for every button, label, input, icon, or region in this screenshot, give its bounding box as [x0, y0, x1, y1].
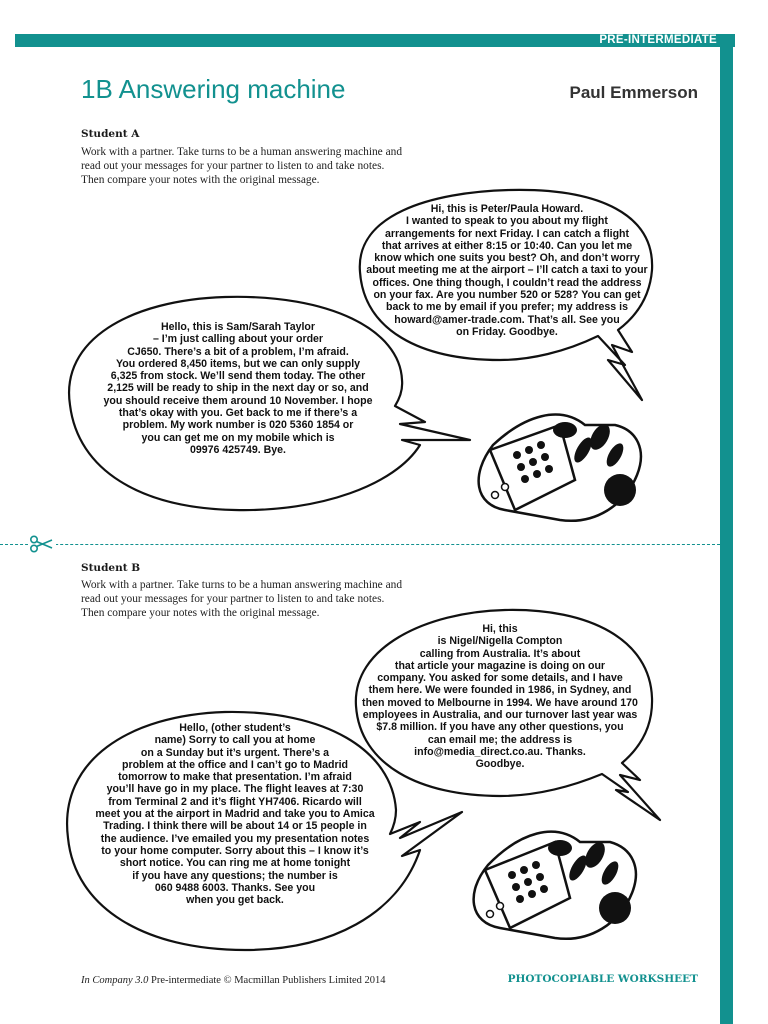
- message-line: them here. We were founded in 1986, in Sydney, and: [368, 684, 632, 697]
- message-line: problem. My work number is 020 5360 1854 or: [122, 419, 354, 432]
- message-line: can email me; the address is: [427, 733, 573, 746]
- message-line: about meeting me at the airport – I’ll catch a taxi to your: [366, 264, 648, 277]
- message-line: calling from Australia. It’s about: [419, 647, 581, 660]
- message-line: that arrives at either 8:15 or 10:40. Can you let me: [381, 239, 633, 252]
- message-line: Hi, this: [482, 623, 518, 635]
- message-line: back to me by email if you prefer; my address is: [386, 301, 628, 314]
- message-line: on your fax. Are you number 520 or 528? You can get: [373, 289, 641, 302]
- message-line: you should receive them around 10 November. I hope: [103, 394, 373, 407]
- message-line: from Terminal 2 and it’s flight YH7406. Ricardo will: [108, 795, 362, 808]
- message-line: company. You asked for some details, and I have: [377, 672, 623, 685]
- message-line: info@media_direct.co.au. Thanks.: [414, 745, 586, 758]
- message-line: CJ650. There’s a bit of a problem, I’m afraid.: [127, 345, 349, 358]
- message-line: You ordered 8,450 items, but we can only supply: [115, 357, 361, 370]
- message-line: on a Sunday but it’s urgent. There’s a: [140, 746, 330, 759]
- message-line: meet you at the airport in Madrid and take you to Amica: [95, 808, 375, 821]
- message-b-right: [355, 623, 645, 771]
- instruction-line: read out your messages for your partner to listen to and take notes.: [81, 593, 385, 605]
- book-title: In Company 3.0: [81, 975, 149, 986]
- message-line: Hi, this is Peter/Paula Howard.: [430, 203, 584, 215]
- message-a-left: [78, 321, 398, 456]
- message-a-right: [362, 203, 652, 338]
- instruction-line: Then compare your notes with the original message.: [81, 607, 320, 619]
- message-line: the audience. I’ve emailed you my presentation notes: [100, 832, 370, 845]
- message-line: then moved to Melbourne in 1994. We have around 170: [362, 696, 638, 709]
- page-title: 1B Answering machine: [81, 74, 346, 104]
- message-line: to your home computer. Sorry about this – I know it’s: [101, 844, 369, 857]
- message-line: that article your magazine is doing on our: [394, 659, 606, 672]
- message-line: Goodbye.: [475, 758, 525, 771]
- message-line: that’s okay with you. Get back to me if there’s a: [118, 407, 358, 420]
- message-line: Hello, this is Sam/Sarah Taylor: [160, 321, 316, 333]
- message-line: $7.8 million. If you have any other questions, you: [376, 721, 624, 734]
- message-line: Hello, (other student’s: [179, 722, 291, 734]
- message-line: 09976 425749. Bye.: [189, 443, 287, 456]
- message-line: – I’m just calling about your order: [152, 333, 324, 346]
- message-line: name) Sorry to call you at home: [154, 734, 316, 747]
- message-line: when you get back.: [186, 894, 284, 907]
- message-b-left: [75, 722, 395, 906]
- message-line: you’ll have go in my place. The flight leaves at 7:30: [106, 783, 364, 796]
- message-line: on Friday. Goodbye.: [456, 325, 558, 338]
- instruction-line: Work with a partner. Take turns to be a human answering machine and: [81, 146, 403, 158]
- message-line: 6,325 from stock. We’ll send them today. The other: [110, 370, 366, 383]
- instruction-line: read out your messages for your partner to listen to and take notes.: [81, 160, 385, 172]
- message-line: 2,125 will be ready to ship in the next day or so, and: [107, 382, 369, 395]
- message-line: problem at the office and I can’t go to Madrid: [121, 758, 348, 771]
- footer-credit: [81, 975, 386, 986]
- level-label: PRE-INTERMEDIATE: [599, 34, 717, 46]
- phone-illustration-b: [460, 820, 650, 950]
- message-line: offices. One thing though, I couldn’t read the address: [372, 276, 642, 289]
- message-line: you can get me on my mobile which is: [141, 431, 335, 444]
- message-line: is Nigel/Nigella Compton: [437, 635, 563, 648]
- message-line: employees in Australia, and our turnover last year was: [362, 709, 638, 722]
- message-line: know which one suits you best? Oh, and don’t worry: [374, 252, 640, 265]
- worksheet-label: PHOTOCOPIABLE WORKSHEET: [507, 973, 698, 985]
- instruction-line: Then compare your notes with the original message.: [81, 174, 320, 186]
- message-line: tomorrow to make that presentation. I’m afraid: [118, 771, 352, 784]
- message-line: howard@amer-trade.com. That’s all. See you: [394, 313, 620, 326]
- author-name: Paul Emmerson: [569, 83, 698, 102]
- student-b-label: Student B: [81, 562, 141, 574]
- message-line: arrangements for next Friday. I can catch a flight: [384, 227, 630, 240]
- message-line: Trading. I think there will be about 14 or 15 people in: [103, 820, 367, 833]
- instruction-line: Work with a partner. Take turns to be a human answering machine and: [81, 579, 403, 591]
- message-line: if you have any questions; the number is: [132, 869, 338, 882]
- message-line: I wanted to speak to you about my flight: [406, 215, 608, 228]
- message-line: short notice. You can ring me at home tonight: [119, 857, 351, 870]
- copyright-text: Pre-intermediate © Macmillan Publishers Limited 2014: [148, 975, 386, 986]
- phone-illustration-a: [465, 405, 655, 535]
- student-a-label: Student A: [81, 128, 140, 140]
- message-line: 060 9488 6003. Thanks. See you: [154, 881, 316, 894]
